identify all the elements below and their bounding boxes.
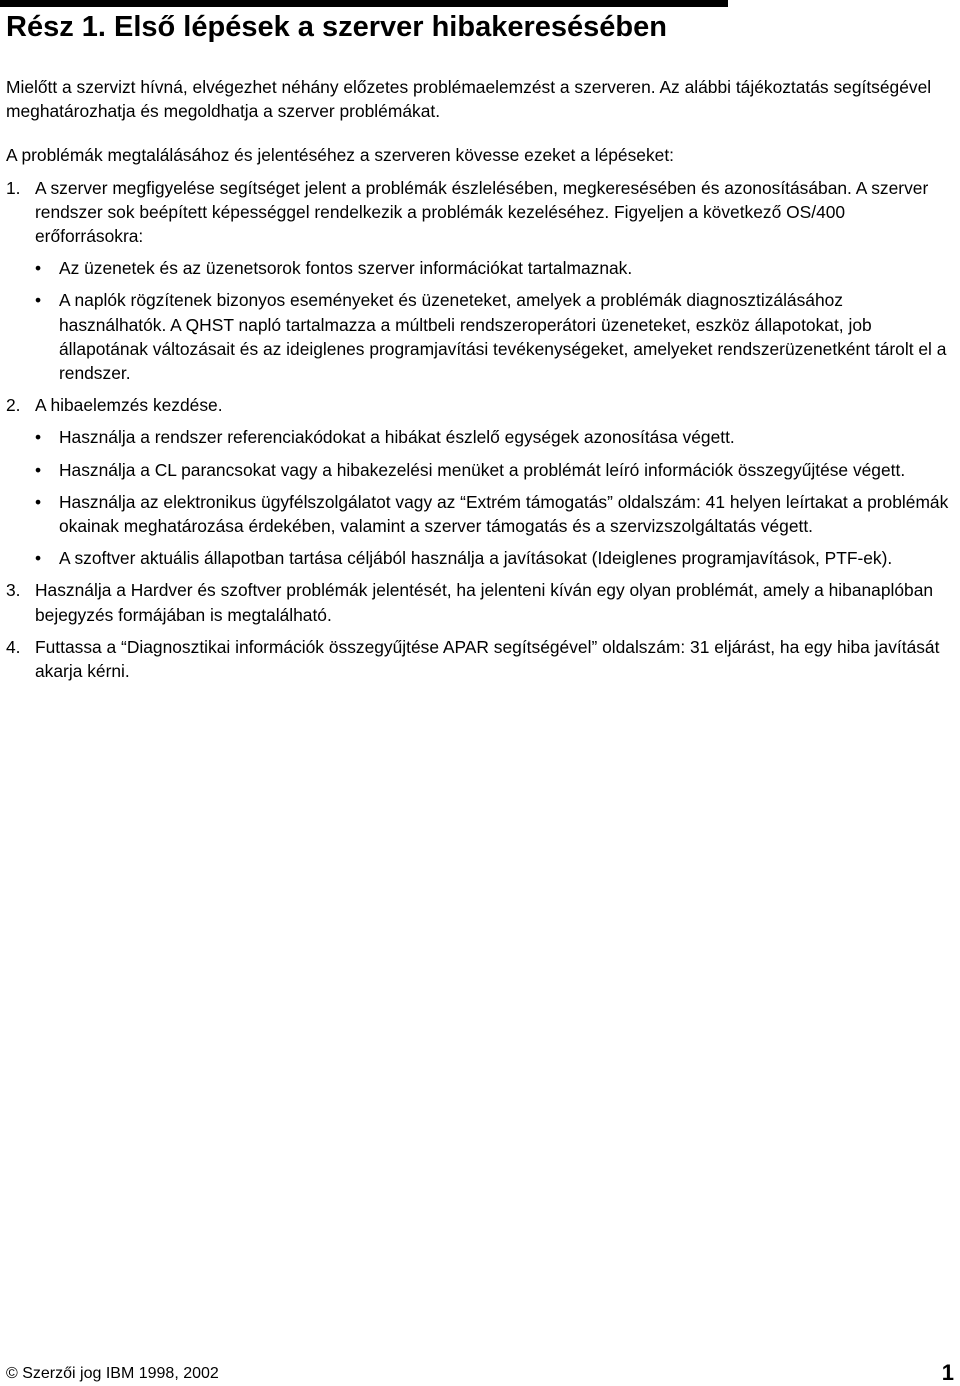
intro-paragraph: Mielőtt a szervizt hívná, elvégezhet néhány előzetes problémaelemzést a szerveren. Az alábbi tájékoztatás segítségével meghatározhatja és megoldhatja a szerver problémákat. [6, 77, 932, 122]
page-title: Rész 1. Első lépések a szerver hibakeresésében [6, 11, 667, 43]
step-item [6, 635, 954, 683]
copyright-notice: © Szerzői jog IBM 1998, 2002 [6, 1365, 219, 1382]
bullet-item [35, 490, 954, 538]
header-rule [0, 0, 728, 7]
step-text: A hibaelemzés kezdése. [35, 395, 223, 416]
bullet-text: Használja az elektronikus ügyfélszolgálatot vagy az “Extrém támogatás” oldalszám: 41 helyen leírtakat a problémák okainak meghatározása érdekében, valamint a szerver támogatás és a szervizszolgáltatás végett. [59, 491, 949, 537]
bullet-list [35, 425, 954, 570]
step-text: Futtassa a “Diagnosztikai információk összegyűjtése APAR segítségével” oldalszám: 31 eljárást, ha egy hiba javítását akarja kérni. [35, 636, 940, 682]
bullet-item [35, 256, 954, 280]
step-number: 3. [6, 580, 21, 601]
bullet-item [35, 458, 954, 482]
bullet-item [35, 425, 954, 449]
bullet-text: A szoftver aktuális állapotban tartása céljából használja a javításokat (Ideiglenes programjavítások, PTF-ek). [59, 548, 893, 569]
step-number: 2. [6, 395, 21, 416]
bullet-icon: • [35, 491, 42, 512]
bullet-text: A naplók rögzítenek bizonyos eseményeket és üzeneteket, amelyek a problémák diagnosztizálásához használhatók. A QHST napló tartalmazza a múltbeli rendszeroperátori üzeneteket, eszköz állapotokat, job állapotának változásait és az ideiglenes programjavítási tevékenységeket, amelyeket rendszerüzenetként tárolt el a rendszer. [59, 290, 947, 384]
bullet-list [35, 256, 954, 385]
bullet-text: Használja a rendszer referenciakódokat a hibákat észlelő egységek azonosítása végett. [59, 427, 735, 448]
bullet-icon: • [35, 290, 42, 311]
step-number: 4. [6, 636, 21, 657]
step-item [6, 393, 954, 570]
step-text: Használja a Hardver és szoftver problémák jelentését, ha jelenteni kíván egy olyan problémát, amely a hibanaplóban bejegyzés formájában is megtalálható. [35, 580, 934, 625]
step-item [6, 578, 954, 626]
bullet-item [35, 546, 954, 570]
bullet-icon: • [35, 548, 42, 569]
steps-list [6, 176, 954, 684]
main-content [6, 75, 954, 691]
step-item [6, 176, 954, 386]
bullet-item [35, 288, 954, 385]
page-number: 1 [941, 1360, 954, 1385]
bullet-icon: • [35, 258, 42, 279]
bullet-text: Használja a CL parancsokat vagy a hibakezelési menüket a problémát leíró információk összegyűjtése végett. [59, 459, 906, 480]
bullet-icon: • [35, 427, 42, 448]
bullet-icon: • [35, 459, 42, 480]
step-text: A szerver megfigyelése segítséget jelent a problémák észlelésében, megkeresésében és azonosításában. A szerver rendszer sok beépített képességgel rendelkezik a problémák kezeléséhez. Figyeljen a következő OS/400 erőforrásokra: [35, 177, 929, 247]
step-number: 1. [6, 177, 21, 198]
bullet-text: Az üzenetek és az üzenetsorok fontos szerver információkat tartalmaznak. [59, 258, 633, 279]
steps-lead: A problémák megtalálásához és jelentéséhez a szerveren kövesse ezeket a lépéseket: [6, 145, 674, 166]
